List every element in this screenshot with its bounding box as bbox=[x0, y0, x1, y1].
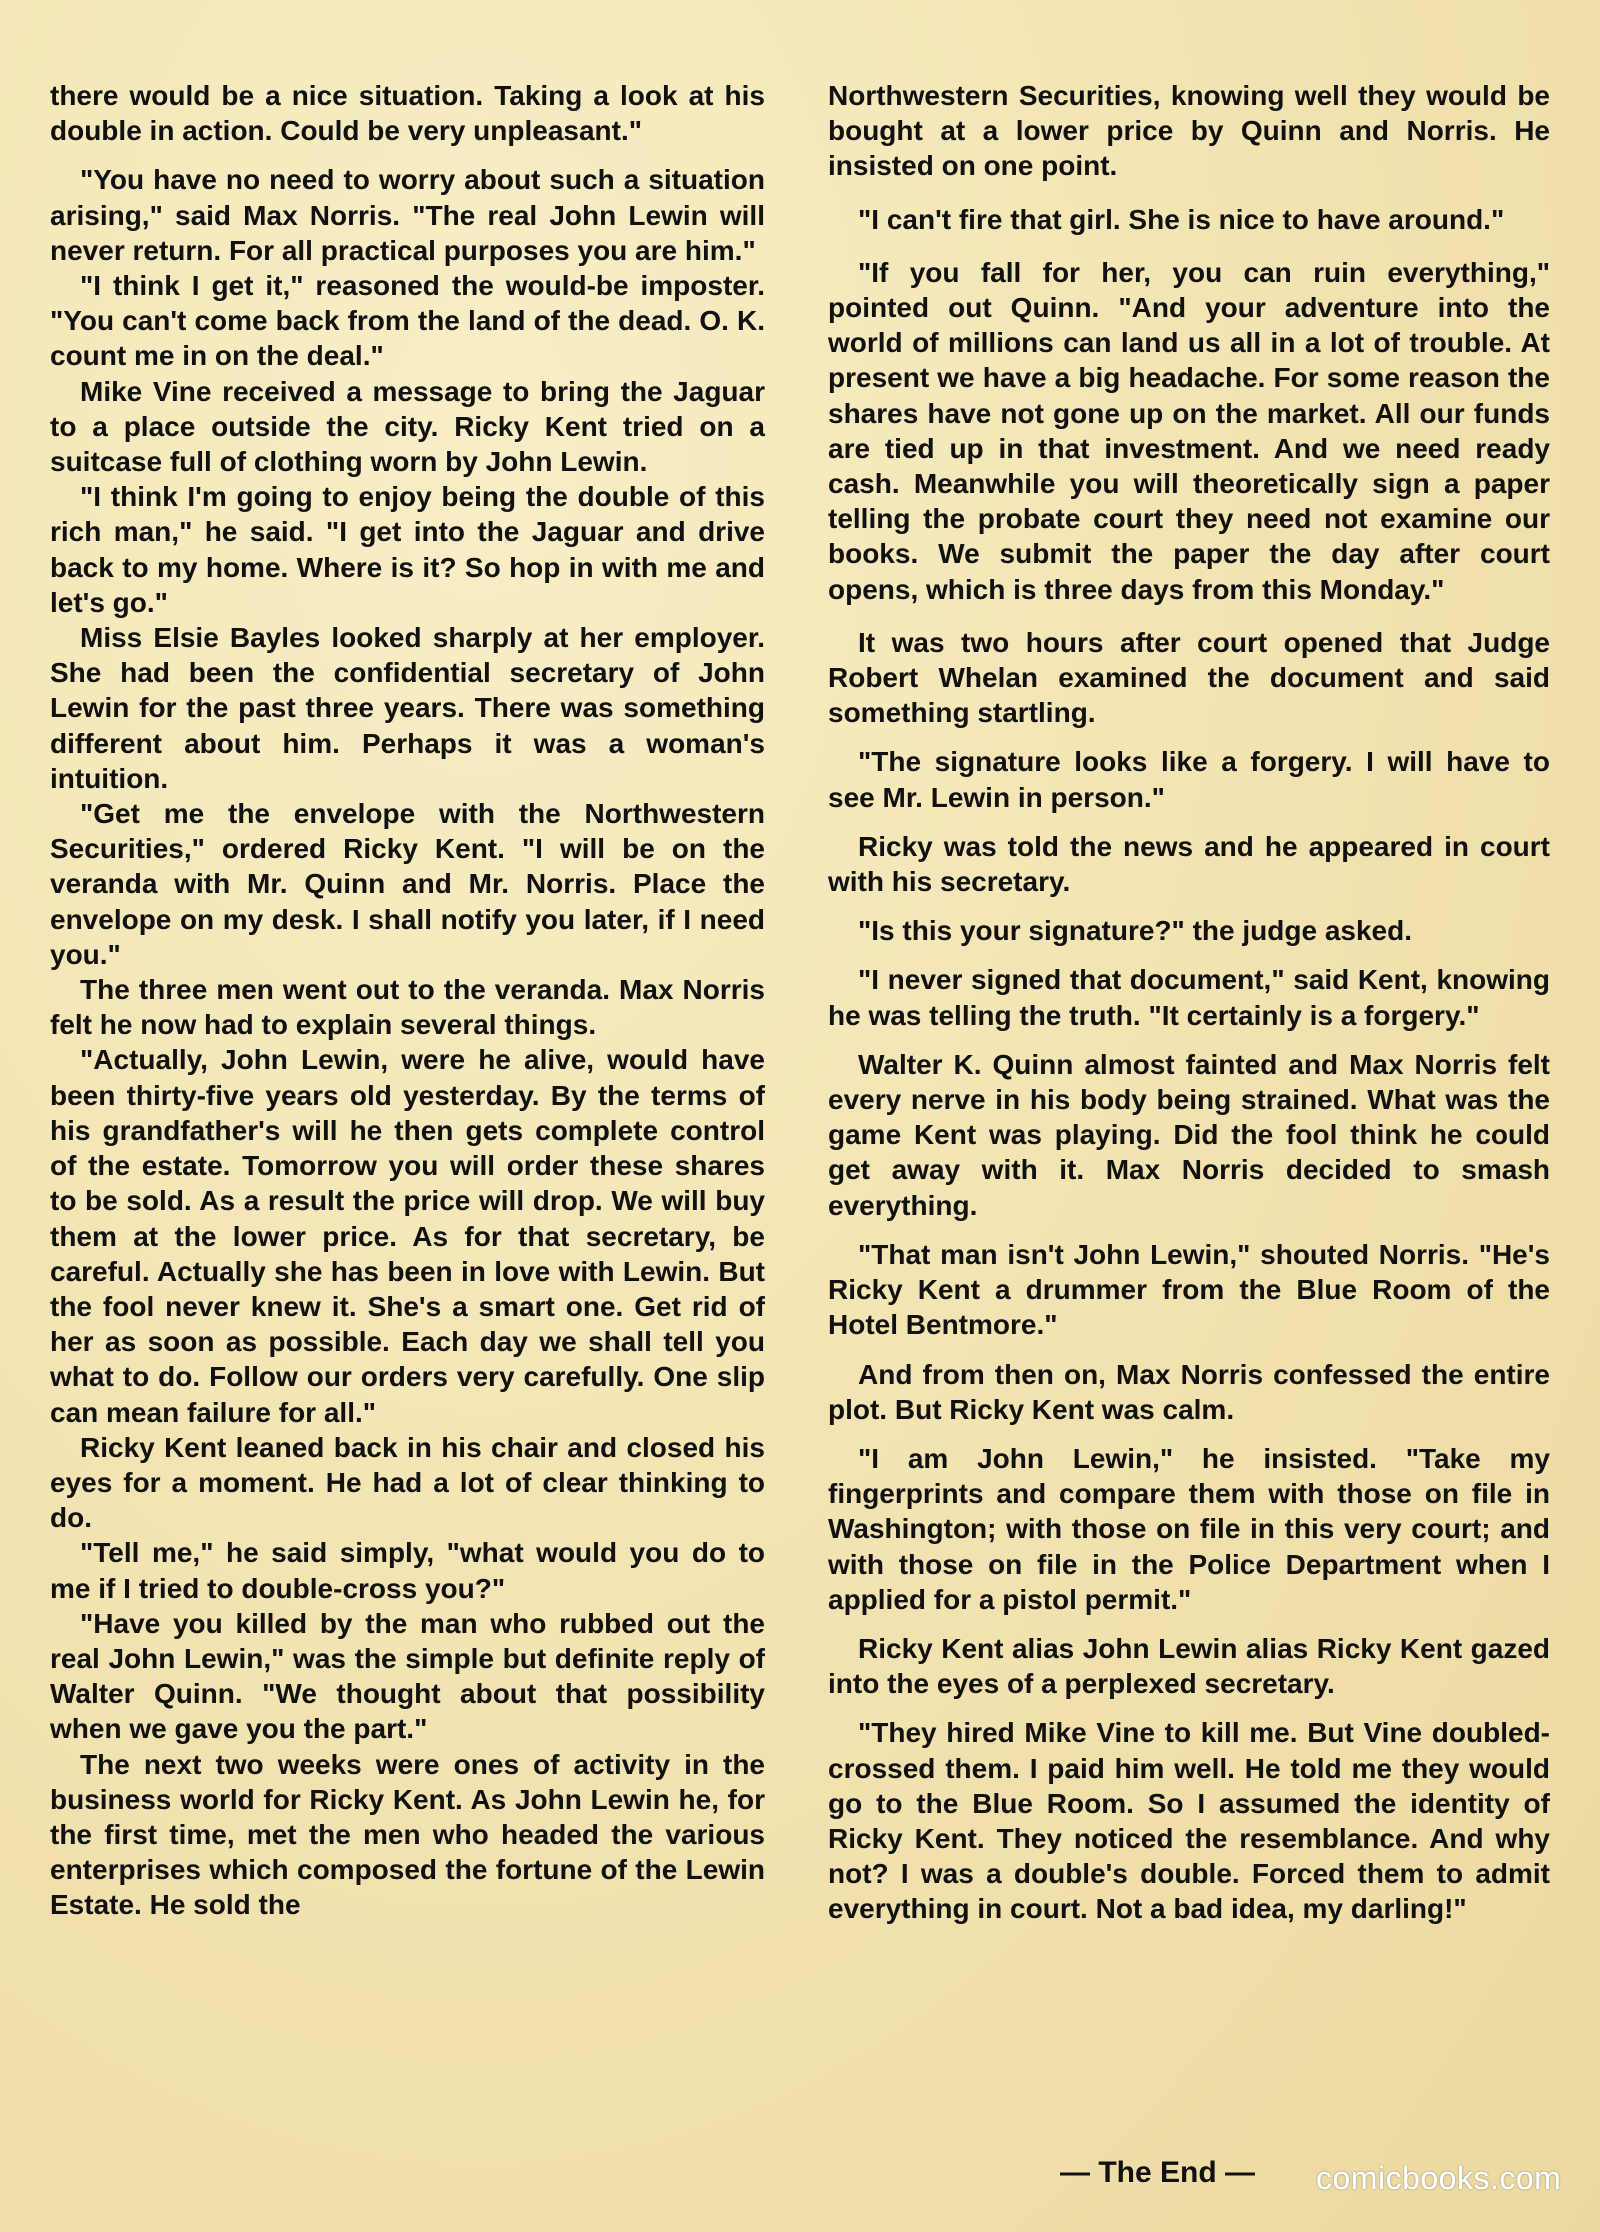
paragraph: Miss Elsie Bayles looked sharply at her employer. She had been the confidential secretary of John Lewin for the past three years. There was something different about him. Perhaps it was a woman's intuition. bbox=[50, 622, 765, 794]
paragraph: "Tell me," he said simply, "what would you do to me if I tried to double-cross you?" bbox=[50, 1537, 765, 1604]
paragraph: "I think I get it," reasoned the would-be imposter. "You can't come back from the land of the dead. O. K. count me in on the deal." bbox=[50, 270, 765, 372]
paragraph: "Have you killed by the man who rubbed out the real John Lewin," was the simple but definite reply of Walter Quinn. "We thought about that possibility when we gave you the part." bbox=[50, 1607, 765, 1745]
left-text-column bbox=[50, 78, 765, 1923]
paragraph: And from then on, Max Norris confessed the entire plot. But Ricky Kent was calm. bbox=[828, 1358, 1550, 1425]
paragraph: "The signature looks like a forgery. I will have to see Mr. Lewin in person." bbox=[828, 746, 1550, 813]
paragraph: Ricky was told the news and he appeared in court with his secretary. bbox=[828, 830, 1550, 898]
paragraph: The three men went out to the veranda. Max Norris felt he now had to explain several things. bbox=[50, 974, 765, 1041]
paragraph: "I can't fire that girl. She is nice to have around." bbox=[858, 203, 1505, 235]
paragraph: Walter K. Quinn almost fainted and Max Norris felt every nerve in his body being strained. What was the game Kent was playing. Did the fool think he could get away with it. Max Norris decided to smash everything. bbox=[828, 1048, 1550, 1221]
paragraph: "Get me the envelope with the Northwestern Securities," ordered Ricky Kent. "I will be on the veranda with Mr. Quinn and Mr. Norris. Place the envelope on my desk. I shall notify you later, if I need you." bbox=[50, 798, 765, 970]
paragraph: "Actually, John Lewin, were he alive, would have been thirty-five years old yesterday. By the terms of his grandfather's will he then gets complete control of the estate. Tomorrow you will order these shares to be sold. As a result the price will drop. We will buy them at the lower price. As for that secretary, be careful. Actually she has been in love with Lewin. But the fool never knew it. She's a smart one. Get rid of her as soon as possible. Each day we shall tell you what to do. Follow our orders very carefully. One slip can mean failure for all." bbox=[50, 1044, 765, 1428]
paragraph: there would be a nice situation. Taking a look at his double in action. Could be very unpleasant." bbox=[50, 80, 765, 147]
paragraph: Mike Vine received a message to bring the Jaguar to a place outside the city. Ricky Kent tried on a suitcase full of clothing worn by John Lewin. bbox=[50, 375, 765, 478]
paragraph: "I think I'm going to enjoy being the double of this rich man," he said. "I get into the Jaguar and drive back to my home. Where is it? So hop in with me and let's go." bbox=[50, 481, 765, 618]
paragraph: "Is this your signature?" the judge asked. bbox=[858, 915, 1412, 947]
paragraph: "That man isn't John Lewin," shouted Norris. "He's Ricky Kent a drummer from the Blue Room of the Hotel Bentmore." bbox=[828, 1238, 1550, 1341]
paragraph: "If you fall for her, you can ruin everything," pointed out Quinn. "And your adventure into the world of millions can land us all in a lot of trouble. At present we have a big headache. For some reason the shares have not gone up on the market. All our funds are tied up in that investment. And we need ready cash. Meanwhile you will theoretically sign a paper telling the probate court they need not examine our books. We submit the paper the day after court opens, which is three days from this Monday." bbox=[828, 256, 1550, 605]
paragraph: "They hired Mike Vine to kill me. But Vine doubled-crossed them. I paid him well. He told me they would go to the Blue Room. So I assumed the identity of Ricky Kent. They noticed the resemblance. And why not? I was a double's double. Forced them to admit everything in court. Not a bad idea, my darling!" bbox=[828, 1717, 1550, 1925]
paragraph: "You have no need to worry about such a situation arising," said Max Norris. "The real John Lewin will never return. For all practical purposes you are him." bbox=[50, 164, 765, 266]
paragraph: The next two weeks were ones of activity in the business world for Ricky Kent. As John Lewin he, for the first time, met the men who headed the various enterprises which composed the fortune of the Lewin Estate. He sold the bbox=[50, 1748, 765, 1921]
the-end-mark: — The End — bbox=[1060, 2156, 1255, 2189]
paragraph: Northwestern Securities, knowing well they would be bought at a lower price by Quinn and Norris. He insisted on one point. bbox=[828, 80, 1550, 182]
right-text-column bbox=[828, 78, 1550, 1927]
paragraph: "I am John Lewin," he insisted. "Take my fingerprints and compare them with those on file in Washington; with those on file in this very court; and with those on file in the Police Department when I applied for a pistol permit." bbox=[828, 1442, 1550, 1615]
paragraph: Ricky Kent leaned back in his chair and closed his eyes for a moment. He had a lot of clear thinking to do. bbox=[50, 1431, 765, 1534]
paragraph: "I never signed that document," said Kent, knowing he was telling the truth. "It certainly is a forgery." bbox=[828, 964, 1550, 1031]
paragraph: Ricky Kent alias John Lewin alias Ricky Kent gazed into the eyes of a perplexed secretary. bbox=[828, 1632, 1550, 1700]
paragraph: It was two hours after court opened that Judge Robert Whelan examined the document and said something startling. bbox=[828, 626, 1550, 729]
site-watermark: comicbooks.com bbox=[1316, 2160, 1562, 2196]
